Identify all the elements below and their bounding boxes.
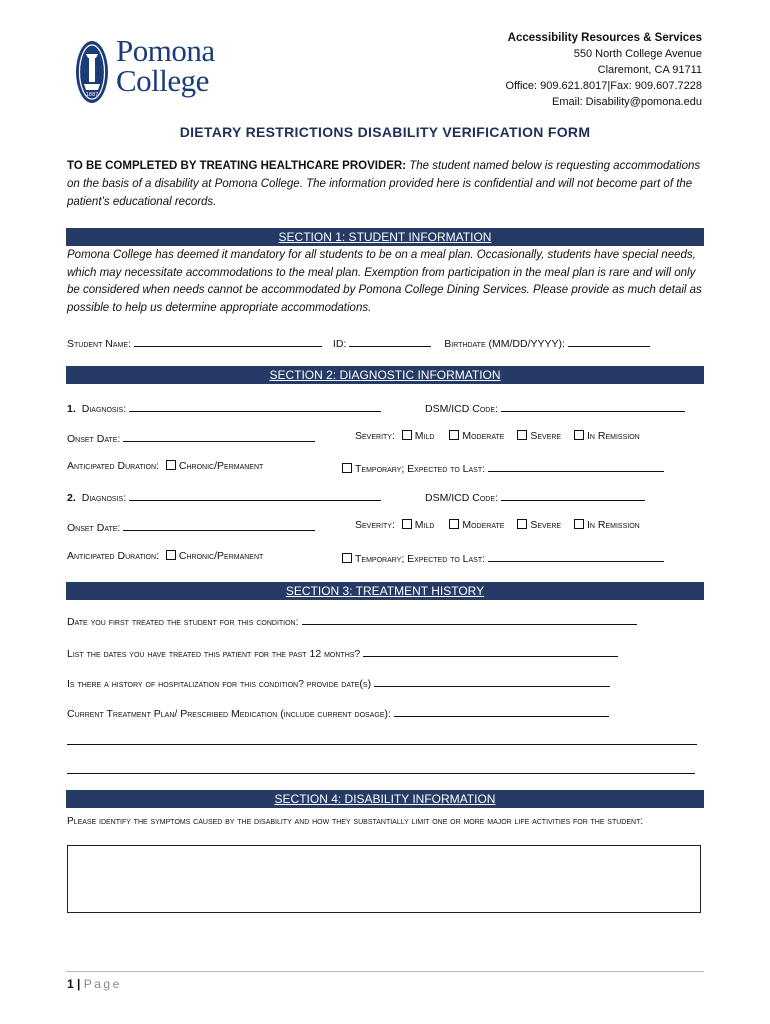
treatment-dates-field[interactable]: [363, 645, 618, 657]
section-3-header: SECTION 3: TREATMENT HISTORY: [66, 582, 704, 600]
office-city: Claremont, CA 91711: [597, 64, 702, 76]
treatment-plan-row: [67, 705, 609, 720]
severity-2-severe-checkbox[interactable]: [517, 519, 527, 529]
diagnosis-1-label: Diagnosis:: [81, 403, 127, 415]
severity-1-severe-label: Severe: [530, 430, 562, 442]
svg-text:1887: 1887: [85, 92, 99, 98]
onset-1-field[interactable]: [123, 430, 315, 442]
first-treated-row: [67, 613, 637, 628]
dsm-2-label: DSM/ICD Code:: [425, 492, 498, 504]
pomona-college-logo: [74, 33, 244, 106]
treatment-plan-field[interactable]: [394, 705, 609, 717]
diagnosis-1-row: [67, 400, 381, 415]
logo-line-pomona: Pomona: [116, 33, 215, 68]
college-seal-icon: [74, 38, 114, 106]
treatment-dates-label: List the dates you have treated this patient for the past 12 months?: [67, 648, 361, 660]
onset-1-row: [67, 430, 315, 445]
severity-1-severe-checkbox[interactable]: [517, 430, 527, 440]
severity-1-mild-label: Mild: [414, 430, 435, 442]
onset-2-label: Onset Date:: [67, 522, 121, 534]
contact-block: [505, 30, 702, 110]
temporary-2-row: [338, 550, 664, 565]
onset-2-row: [67, 519, 315, 534]
dsm-2-field[interactable]: [501, 489, 645, 501]
severity-2-label: Severity:: [355, 519, 395, 531]
intro-bold: TO BE COMPLETED BY TREATING HEALTHCARE PROVIDER:: [67, 160, 407, 172]
severity-1-moderate-label: Moderate: [462, 430, 505, 442]
first-treated-label: Date you first treated the student for this condition:: [67, 616, 299, 628]
dsm-1-row: [425, 400, 685, 415]
dsm-1-field[interactable]: [501, 400, 685, 412]
duration-2-row: [67, 550, 263, 562]
severity-1-remission-label: In Remission: [587, 430, 640, 442]
severity-2-moderate-checkbox[interactable]: [449, 519, 459, 529]
section-2-header: SECTION 2: DIAGNOSTIC INFORMATION: [66, 366, 704, 384]
severity-2-remission-label: In Remission: [587, 519, 640, 531]
diagnosis-2-row: [67, 489, 381, 504]
diagnosis-1-number: 1.: [67, 403, 76, 415]
page-number: 1: [67, 977, 74, 991]
temporary-1-row: [338, 460, 664, 475]
diagnosis-2-field[interactable]: [129, 489, 381, 501]
temporary-2-label: Temporary; Expected to Last:: [355, 553, 486, 565]
chronic-2-label: Chronic/Permanent: [178, 550, 264, 562]
student-id-field[interactable]: [349, 335, 431, 347]
duration-2-label: Anticipated Duration:: [67, 550, 159, 562]
hospitalization-field[interactable]: [374, 675, 610, 687]
form-title: DIETARY RESTRICTIONS DISABILITY VERIFICATION FORM: [179, 124, 591, 140]
hospitalization-row: [67, 675, 610, 690]
severity-2-moderate-label: Moderate: [462, 519, 505, 531]
birthdate-label: Birthdate (MM/DD/YYYY):: [444, 338, 565, 350]
section-1-header: SECTION 1: STUDENT INFORMATION: [66, 228, 704, 246]
first-treated-field[interactable]: [302, 613, 637, 625]
temporary-2-field[interactable]: [488, 550, 664, 562]
footer-divider: [66, 971, 704, 972]
hospitalization-label: Is there a history of hospitalization for this condition? provide date(s): [67, 678, 372, 690]
severity-1-label: Severity:: [355, 430, 395, 442]
temporary-2-checkbox[interactable]: [342, 553, 352, 563]
dsm-2-row: [425, 489, 645, 504]
treatment-plan-line-3[interactable]: [67, 773, 695, 774]
diagnosis-2-label: Diagnosis:: [81, 492, 127, 504]
onset-1-label: Onset Date:: [67, 433, 121, 445]
treatment-plan-label: Current Treatment Plan/ Prescribed Medication (include current dosage):: [67, 708, 391, 720]
severity-2-severe-label: Severe: [530, 519, 562, 531]
intro-italic: The student named below is requesting accommodations on the basis of a disability at Pomona College. The information provided here is confidential and will not become part of the patient’s educational records.: [67, 160, 701, 208]
chronic-2-checkbox[interactable]: [166, 550, 176, 560]
dsm-1-label: DSM/ICD Code:: [425, 403, 498, 415]
disability-response-box[interactable]: [67, 845, 701, 913]
temporary-1-checkbox[interactable]: [342, 463, 352, 473]
temporary-1-field[interactable]: [488, 460, 664, 472]
onset-2-field[interactable]: [123, 519, 315, 531]
chronic-1-label: Chronic/Permanent: [178, 460, 264, 472]
treatment-plan-line-2[interactable]: [67, 744, 697, 745]
page-separator: |: [77, 977, 81, 991]
duration-1-row: [67, 460, 263, 472]
severity-2-row: [355, 519, 640, 531]
severity-1-row: [355, 430, 640, 442]
chronic-1-checkbox[interactable]: [166, 460, 176, 470]
severity-1-mild-checkbox[interactable]: [402, 430, 412, 440]
severity-2-mild-label: Mild: [414, 519, 435, 531]
page-footer: [67, 977, 122, 991]
student-name-field[interactable]: [134, 335, 322, 347]
diagnosis-2-number: 2.: [67, 492, 76, 504]
logo-line-college: College: [116, 63, 209, 98]
temporary-1-label: Temporary; Expected to Last:: [355, 463, 486, 475]
student-name-label: Student Name:: [67, 338, 131, 350]
student-info-row: [67, 335, 650, 350]
intro-text: [67, 157, 707, 211]
office-name: Accessibility Resources & Services: [507, 32, 702, 44]
treatment-dates-row: [67, 645, 618, 660]
severity-2-remission-checkbox[interactable]: [574, 519, 584, 529]
severity-2-mild-checkbox[interactable]: [402, 519, 412, 529]
office-email: Email: Disability@pomona.edu: [552, 96, 702, 108]
birthdate-field[interactable]: [568, 335, 650, 347]
severity-1-remission-checkbox[interactable]: [574, 430, 584, 440]
disability-prompt: Please identify the symptoms caused by the disability and how they substantially limit one or more major life activities for the student:: [67, 816, 644, 827]
office-address: 550 North College Avenue: [573, 48, 702, 60]
section-1-paragraph: Pomona College has deemed it mandatory for all students to be on a meal plan. Occasionally, students have special needs, which may necessitate accommodations to the meal plan. Exemption from participation in the meal plan is rare and will only be considered when needs cannot be accommodated by Pomona College Dining Services. Please provide as much detail as possible to help us determine appropriate accommodations.: [67, 249, 702, 314]
page-word: Page: [83, 977, 122, 991]
section-4-header: SECTION 4: DISABILITY INFORMATION: [66, 790, 704, 808]
office-phone-fax: Office: 909.621.8017|Fax: 909.607.7228: [505, 80, 702, 92]
duration-1-label: Anticipated Duration:: [67, 460, 159, 472]
diagnosis-1-field[interactable]: [129, 400, 381, 412]
student-id-label: ID:: [332, 338, 347, 350]
severity-1-moderate-checkbox[interactable]: [449, 430, 459, 440]
